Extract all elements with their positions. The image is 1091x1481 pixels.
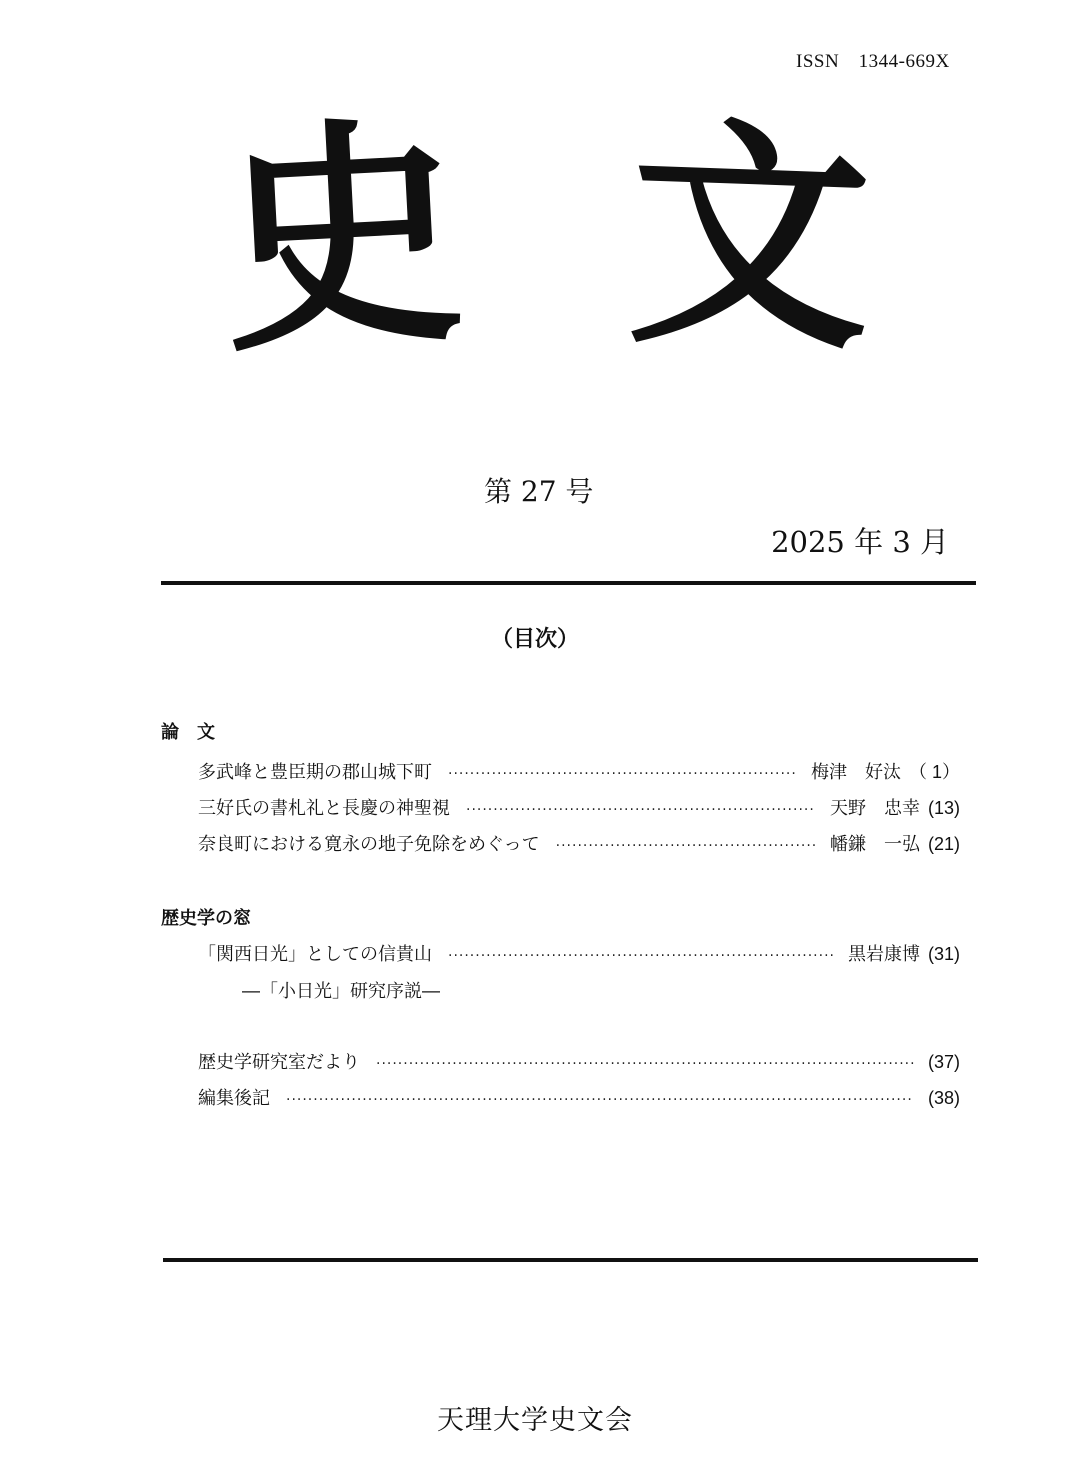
issue-date: 2025 年 3 月 <box>771 525 949 559</box>
entry-author: 幡鎌 一弘 <box>829 834 920 855</box>
entry-page: (31) <box>927 944 960 964</box>
entry-author: 梅津 好汰 <box>810 762 901 783</box>
entry-page: (21) <box>927 834 960 854</box>
toc-entry[interactable] <box>198 758 960 788</box>
toc-entry[interactable] <box>198 794 960 824</box>
entry-author: 黒岩康博 <box>847 944 920 965</box>
bottom-divider <box>163 1258 978 1262</box>
entry-title: 編集後記 <box>198 1088 270 1109</box>
dot-leader <box>286 1092 914 1108</box>
entry-subtitle: ―「小日光」研究序説― <box>242 981 440 1002</box>
issue-number: 第 27 号 <box>484 475 594 508</box>
dot-leader <box>376 1056 914 1072</box>
entry-title: 奈良町における寛永の地子免除をめぐって <box>198 834 540 855</box>
entry-author: 天野 忠幸 <box>829 798 920 819</box>
entry-title: 多武峰と豊臣期の郡山城下町 <box>198 762 432 783</box>
toc-entry[interactable] <box>198 940 960 970</box>
dot-leader <box>466 802 816 818</box>
entry-title: 「関西日光」としての信貴山 <box>198 944 432 965</box>
entry-page: (38) <box>927 1088 960 1108</box>
journal-title-char-2: 文 <box>625 92 875 384</box>
top-divider <box>161 581 976 585</box>
entry-title: 三好氏の書札礼と長慶の神聖視 <box>198 798 450 819</box>
publisher-name: 天理大学史文会 <box>437 1405 633 1436</box>
entry-page: (13) <box>927 798 960 818</box>
section-title-history-window: 歴史学の窓 <box>161 908 251 929</box>
toc-entry[interactable] <box>198 1084 960 1114</box>
entry-page: (37) <box>927 1052 960 1072</box>
toc-heading: （目次） <box>490 627 579 652</box>
dot-leader <box>556 838 816 854</box>
toc-entry[interactable] <box>198 830 960 860</box>
journal-title-char-1: 史 <box>214 90 470 386</box>
entry-page: （ 1） <box>908 762 960 782</box>
dot-leader <box>448 948 834 964</box>
entry-title: 歴史学研究室だより <box>198 1052 360 1073</box>
toc-entry[interactable] <box>198 1048 960 1078</box>
issn-number: ISSN 1344-669X <box>796 51 950 72</box>
dot-leader <box>448 766 797 782</box>
section-title-articles: 論 文 <box>161 722 215 743</box>
